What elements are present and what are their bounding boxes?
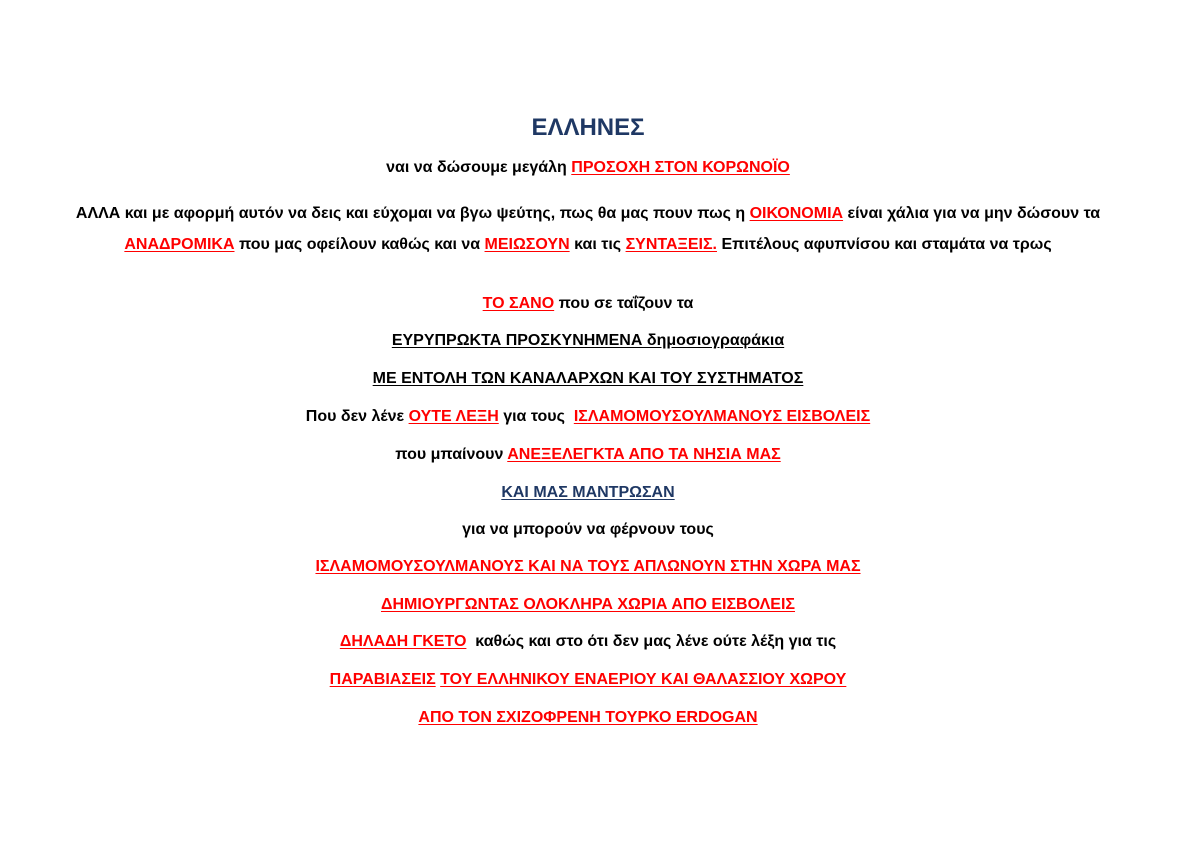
text-line-12 — [0, 669, 1176, 691]
line-2-text: που σε ταΐζουν τα — [554, 295, 694, 312]
text-paragraph — [70, 198, 1106, 260]
text-line-11 — [0, 631, 1176, 653]
text-line-7: ΚΑΙ ΜΑΣ ΜΑΝΤΡΩΣΑΝ — [501, 484, 675, 501]
line-12-highlight-b: ΤΟΥ ΕΛΛΗΝΙΚΟΥ ΕΝΑΕΡΙΟΥ ΚΑΙ ΘΑΛΑΣΣΙΟΥ ΧΩΡΟΥ — [440, 671, 847, 688]
line-5-text-a: Που δεν λένε — [305, 408, 409, 425]
line-6-highlight: ΑΝΕΞΕΛΕΓΚΤΑ ΑΠΟ ΤΑ ΝΗΣΙΑ ΜΑΣ — [507, 446, 781, 463]
text-line-3: ΕΥΡΥΠΡΩΚΤΑ ΠΡΟΣΚΥΝΗΜΕΝΑ δημοσιογραφάκια — [391, 332, 785, 349]
para-text-i: Επιτέλους αφυπνίσου και σταμάτα να τρως — [717, 236, 1052, 253]
para-highlight-anadromika: ΑΝΑΔΡΟΜΙΚΑ — [124, 236, 235, 253]
para-text-g: και τις — [569, 236, 626, 253]
line-1-highlight: ΠΡΟΣΟΧΗ ΣΤΟΝ ΚΟΡΩΝΟΪΟ — [571, 159, 790, 176]
line-5-text-c: για τους — [498, 408, 574, 425]
line-2-highlight: ΤΟ ΣΑΝΟ — [482, 295, 555, 312]
line-1-text: ναι να δώσουμε μεγάλη — [386, 159, 572, 176]
para-text-c: είναι χάλια για να μην δώσουν τα — [843, 205, 1101, 222]
text-line-13: ΑΠΟ ΤΟΝ ΣΧΙΖΟΦΡΕΝΗ ΤΟΥΡΚΟ ERDOGAN — [418, 709, 758, 726]
para-text-e: που μας οφείλουν καθώς και να — [234, 236, 485, 253]
text-line-5 — [0, 406, 1176, 428]
line-6-text: που μπαίνουν — [395, 446, 508, 463]
line-11-text: καθώς και στο ότι δεν μας λένε ούτε λέξη για τις — [466, 633, 837, 650]
line-12-highlight-a: ΠΑΡΑΒΙΑΣΕΙΣ — [329, 671, 436, 688]
text-line-6 — [0, 444, 1176, 466]
text-line-1 — [0, 157, 1176, 179]
text-line-9: ΙΣΛΑΜΟΜΟΥΣΟΥΛΜΑΝΟΥΣ ΚΑΙ ΝΑ ΤΟΥΣ ΑΠΛΩΝΟΥΝ ΣΤΗΝ ΧΩΡΑ ΜΑΣ — [315, 558, 861, 575]
para-highlight-oikonomia: ΟΙΚΟΝΟΜΙΑ — [749, 205, 844, 222]
para-text-a: ΑΛΛΑ και με αφορμή αυτόν να δεις και εύχομαι να βγω ψεύτης, πως θα μας πουν πως η — [75, 205, 750, 222]
line-5-highlight-b: ΙΣΛΑΜΟΜΟΥΣΟΥΛΜΑΝΟΥΣ ΕΙΣΒΟΛΕΙΣ — [573, 408, 871, 425]
text-line-4: ΜΕ ΕΝΤΟΛΗ ΤΩΝ ΚΑΝΑΛΑΡΧΩΝ ΚΑΙ ΤΟΥ ΣΥΣΤΗΜΑΤΟΣ — [372, 370, 804, 387]
line-5-highlight-a: ΟΥΤΕ ΛΕΞΗ — [408, 408, 499, 425]
para-highlight-syntaxeis: ΣΥΝΤΑΞΕΙΣ. — [625, 236, 717, 253]
page-title: ΕΛΛΗΝΕΣ — [531, 114, 645, 141]
text-line-8: για να μπορούν να φέρνουν τους — [462, 521, 714, 538]
text-line-10: ΔΗΜΙΟΥΡΓΩΝΤΑΣ ΟΛΟΚΛΗΡΑ ΧΩΡΙΑ ΑΠΟ ΕΙΣΒΟΛΕΙΣ — [380, 596, 796, 613]
line-11-highlight: ΔΗΛΑΔΗ ΓΚΕΤΟ — [339, 633, 467, 650]
text-line-2 — [0, 293, 1176, 315]
para-highlight-meiosoun: ΜΕΙΩΣΟΥΝ — [484, 236, 570, 253]
